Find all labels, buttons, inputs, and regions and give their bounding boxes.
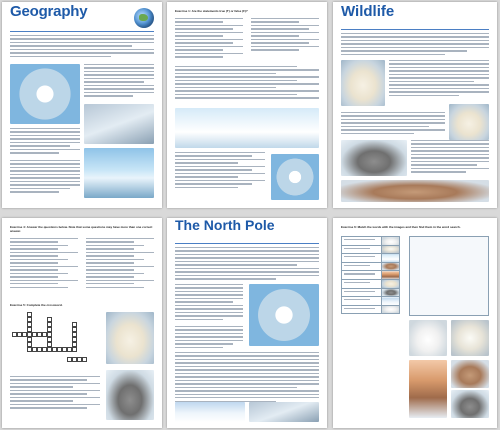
page-exercises-4: [2, 218, 162, 428]
body-text: [84, 64, 154, 99]
globe-icon: [134, 8, 154, 28]
body-text: [10, 35, 154, 59]
page-wildlife: [333, 2, 497, 208]
north-pole-map-image: [249, 284, 319, 346]
body-text: [175, 352, 319, 404]
polar-bear-image: [382, 279, 400, 288]
polar-bear-image: [106, 312, 154, 364]
page-geography: [2, 2, 162, 208]
iceberg-image: [84, 104, 154, 144]
match-label: [342, 254, 382, 263]
body-text: [10, 128, 80, 156]
matching-list: [175, 66, 319, 101]
word-list: [175, 152, 265, 190]
page-exercises-6: [333, 218, 497, 428]
matching-table: [341, 236, 400, 314]
walrus-image: [341, 180, 489, 202]
match-label: [342, 262, 382, 271]
expedition-image: [175, 402, 245, 422]
seal-pup-image: [106, 370, 154, 420]
igloo-image: [382, 297, 400, 306]
question-list: [10, 238, 78, 290]
divider: [175, 243, 319, 244]
page-title: Wildlife: [341, 3, 395, 20]
page-exercises-1: [167, 2, 327, 208]
match-label: [342, 271, 382, 280]
exercise-heading: Exercise 1: Are the statements true (T) or false (F)?: [175, 9, 248, 13]
match-label: [342, 297, 382, 306]
page-north-pole: [167, 218, 327, 428]
page-title: Geography: [10, 3, 88, 20]
question-list: [86, 238, 154, 290]
body-text: [175, 247, 319, 282]
body-text: [175, 284, 243, 322]
body-text: [175, 326, 243, 350]
word-search-grid: [409, 236, 489, 316]
divider: [341, 29, 489, 30]
exercise-heading: Exercise 4: Answer the questions below. Note that some questions may have more than one correct answer.: [10, 225, 153, 233]
crossword-grid: [12, 312, 102, 372]
clue-list: [10, 376, 100, 411]
walrus-image: [451, 360, 489, 388]
arctic-fox-image: [409, 320, 447, 356]
exercise-heading: Exercise 5: Complete the crossword.: [10, 303, 63, 307]
seal-image: [451, 390, 489, 418]
glacier-image: [84, 148, 154, 198]
match-label: [342, 237, 382, 246]
iceberg-image: [382, 254, 400, 263]
inuit-person-image: [409, 360, 447, 418]
snowy-owl-image: [382, 245, 400, 254]
match-label: [342, 279, 382, 288]
body-text: [389, 60, 489, 98]
true-false-list: [251, 18, 319, 53]
seal-image: [382, 288, 400, 297]
walrus-image: [382, 262, 400, 271]
match-label: [342, 245, 382, 254]
polar-bear-cub-image: [449, 104, 489, 140]
snowy-owl-image: [451, 320, 489, 356]
polar-bear-image: [341, 60, 385, 106]
page-title: The North Pole: [175, 218, 275, 233]
seal-image: [341, 140, 407, 176]
match-label: [342, 305, 382, 314]
body-text: [341, 33, 489, 57]
inuit-person-image: [382, 271, 400, 280]
true-false-list: [175, 18, 243, 60]
husky-image: [382, 305, 400, 314]
body-text: [411, 140, 489, 175]
arctic-map-image: [10, 64, 80, 124]
north-pole-marker-image: [249, 402, 319, 422]
body-text: [10, 160, 80, 195]
arctic-fox-image: [382, 237, 400, 246]
match-label: [342, 288, 382, 297]
polar-map-image: [271, 154, 319, 200]
ice-field-image: [175, 108, 319, 148]
body-text: [341, 112, 445, 136]
divider: [10, 31, 154, 32]
exercise-heading: Exercise 6: Match the words with the images and then find them in the word search.: [341, 225, 461, 229]
